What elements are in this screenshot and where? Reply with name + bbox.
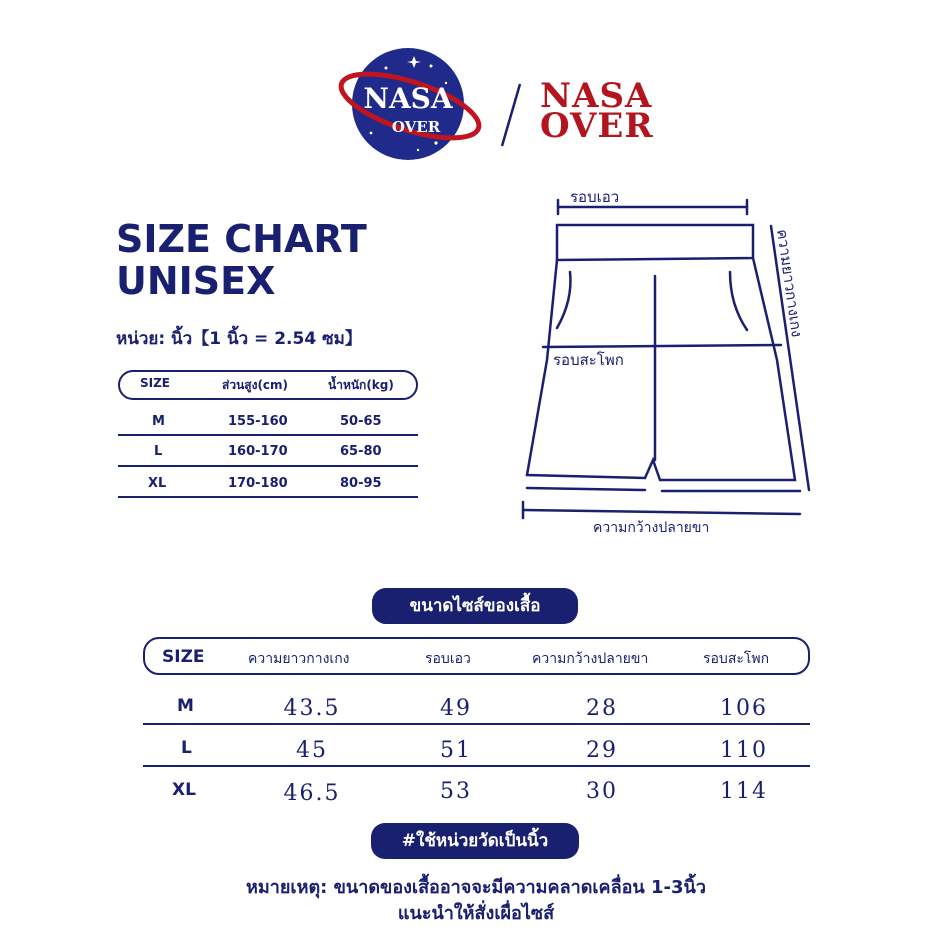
unit-note: หน่วย: นิ้ว【1 นิ้ว = 2.54 ซม】 [116, 329, 362, 349]
diagram-label-waist: รอบเอว [570, 188, 620, 206]
garment-row-l-leg: 29 [586, 738, 618, 763]
body-row-m-height: 155-160 [228, 414, 288, 429]
body-row-xl-size: XL [148, 476, 167, 491]
garment-row-l-length: 45 [296, 738, 328, 763]
garment-row-m-size: M [177, 696, 194, 716]
footer-note-line2: แนะนำให้สั่งเผื่อไซส์ [397, 903, 555, 924]
body-row-m-weight: 50-65 [340, 414, 382, 429]
page-title: SIZE CHART [116, 217, 367, 261]
garment-row-xl-length: 46.5 [283, 781, 341, 806]
garment-header-hip: รอบสะโพก [703, 651, 770, 667]
garment-header-leg-opening: ความกว้างปลายขา [532, 651, 649, 667]
footer-note-line1: หมายเหตุ: ขนาดของเสื้ออาจจะมีความคลาดเคลื่อน 1-3นิ้ว [246, 877, 706, 898]
body-table-header-weight: น้ำหนัก(kg) [328, 378, 394, 392]
garment-header-size: SIZE [162, 647, 205, 667]
garment-row-m-waist: 49 [440, 696, 472, 721]
garment-row-l-waist: 51 [440, 738, 472, 763]
garment-row-m-leg: 28 [586, 696, 618, 721]
planet-orbit-logo-icon [336, 38, 486, 168]
garment-row-m-length: 43.5 [283, 696, 341, 721]
body-row-xl-height: 170-180 [228, 476, 288, 491]
garment-header-length: ความยาวกางเกง [248, 651, 350, 667]
body-row-divider [118, 465, 418, 467]
garment-row-xl-waist: 53 [440, 779, 472, 804]
body-row-l-height: 160-170 [228, 444, 288, 459]
shorts-measurement-diagram [515, 180, 835, 550]
brand-wordmark-line1: NASA [540, 76, 653, 116]
garment-row-l-size: L [181, 738, 192, 758]
garment-row-m-hip: 106 [720, 696, 768, 721]
body-row-m-size: M [152, 414, 165, 429]
body-row-divider [118, 496, 418, 498]
garment-row-divider [143, 723, 810, 725]
hashtag-badge: #ใช้หน่วยวัดเป็นนิ้ว [371, 823, 579, 859]
divider-slash [496, 80, 526, 150]
garment-row-l-hip: 110 [720, 738, 768, 763]
brand-wordmark-line2: OVER [540, 106, 654, 146]
garment-header-waist: รอบเอว [425, 651, 471, 667]
body-table-header-height: ส่วนสูง(cm) [222, 378, 289, 392]
diagram-label-hip: รอบสะโพก [553, 351, 624, 369]
garment-row-xl-leg: 30 [586, 779, 618, 804]
page-subtitle: UNISEX [116, 259, 276, 303]
garment-row-xl-size: XL [172, 780, 196, 800]
garment-table-title: ขนาดไซส์ของเสื้อ [372, 588, 578, 624]
body-row-l-size: L [154, 444, 163, 459]
garment-row-xl-hip: 114 [720, 779, 768, 804]
diagram-label-leg-opening: ความกว้างปลายขา [593, 520, 710, 536]
body-row-divider [118, 434, 418, 436]
diagram-label-length: ความยาวกางเกง [773, 228, 807, 339]
body-row-xl-weight: 80-95 [340, 476, 382, 491]
logo-text-line2: OVER [391, 118, 441, 136]
logo-text-line1: NASA [363, 82, 453, 115]
garment-row-divider [143, 765, 810, 767]
body-table-header-size: SIZE [140, 376, 171, 390]
body-row-l-weight: 65-80 [340, 444, 382, 459]
